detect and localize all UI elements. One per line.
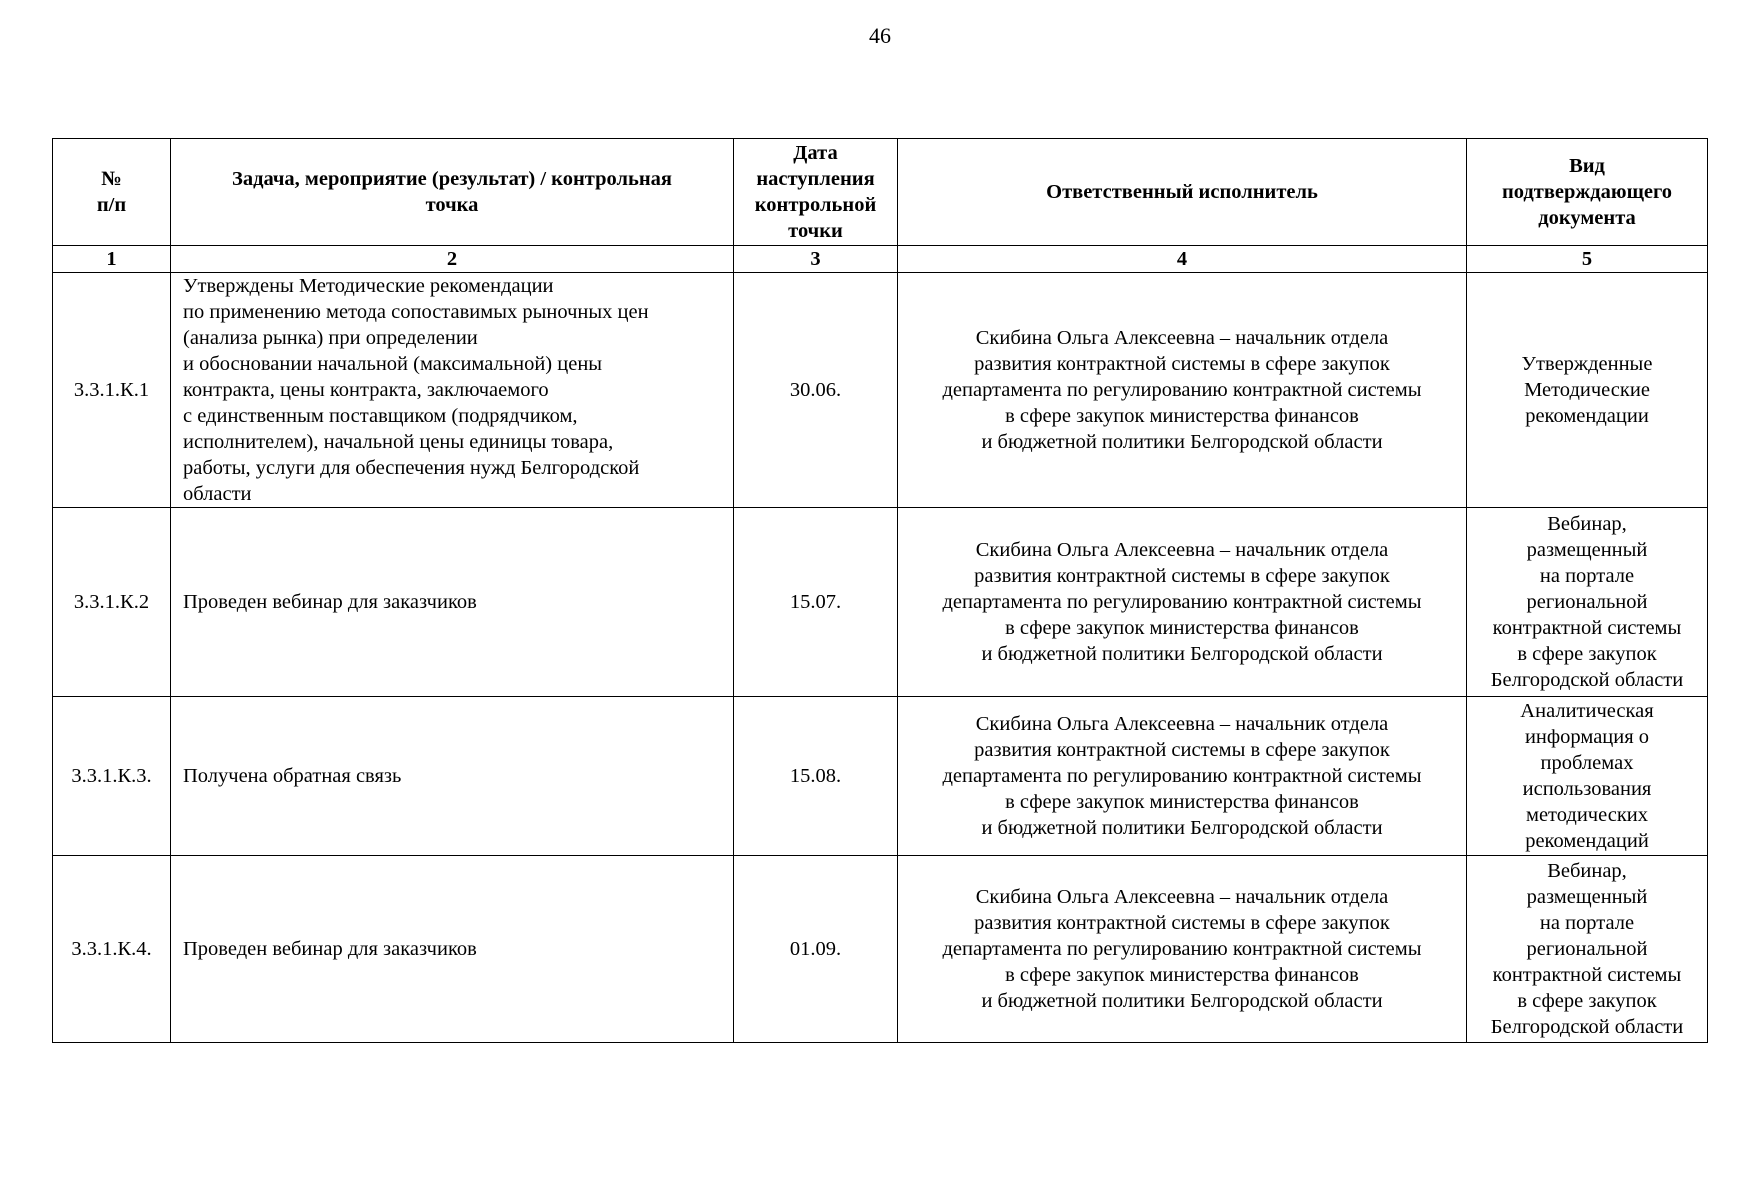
- header-task: Задача, мероприятие (результат) / контрольная точка: [171, 139, 734, 246]
- header-date: Дата наступления контрольной точки: [734, 139, 898, 246]
- control-points-table: [52, 138, 1708, 1043]
- page-number: 46: [869, 23, 891, 48]
- column-number-row: [53, 246, 1708, 273]
- header-responsible: Ответственный исполнитель: [898, 139, 1467, 246]
- row-responsible: Скибина Ольга Алексеевна – начальник отдела развития контрактной системы в сфере закупок департамента по регулированию контрактной системы в сфере закупок министерства финансов и бюджетной политики Белгородской области: [898, 508, 1467, 697]
- row-document: Утвержденные Методические рекомендации: [1467, 273, 1708, 508]
- row-responsible: Скибина Ольга Алексеевна – начальник отдела развития контрактной системы в сфере закупок департамента по регулированию контрактной системы в сфере закупок министерства финансов и бюджетной политики Белгородской области: [898, 856, 1467, 1043]
- column-number: 2: [171, 246, 734, 273]
- table-header-row: [53, 139, 1708, 246]
- column-number: 4: [898, 246, 1467, 273]
- row-document: Вебинар, размещенный на портале региональной контрактной системы в сфере закупок Белгородской области: [1467, 856, 1708, 1043]
- row-id: 3.3.1.К.4.: [53, 856, 171, 1043]
- row-task: Утверждены Методические рекомендации по применению метода сопоставимых рыночных цен (анализа рынка) при определении и обосновании начальной (максимальной) цены контракта, цены контракта, заключаемого с единственным поставщиком (подрядчиком, исполнителем), начальной цены единицы товара, работы, услуги для обеспечения нужд Белгородской области: [171, 273, 734, 508]
- table-row: [53, 697, 1708, 856]
- header-number: № п/п: [53, 139, 171, 246]
- row-date: 15.07.: [734, 508, 898, 697]
- column-number: 3: [734, 246, 898, 273]
- row-date: 01.09.: [734, 856, 898, 1043]
- column-number: 1: [53, 246, 171, 273]
- row-document: Аналитическая информация о проблемах использования методических рекомендаций: [1467, 697, 1708, 856]
- row-task: Проведен вебинар для заказчиков: [171, 508, 734, 697]
- row-date: 30.06.: [734, 273, 898, 508]
- table-row: [53, 508, 1708, 697]
- row-id: 3.3.1.К.1: [53, 273, 171, 508]
- row-document: Вебинар, размещенный на портале региональной контрактной системы в сфере закупок Белгородской области: [1467, 508, 1708, 697]
- row-task: Проведен вебинар для заказчиков: [171, 856, 734, 1043]
- column-number: 5: [1467, 246, 1708, 273]
- row-responsible: Скибина Ольга Алексеевна – начальник отдела развития контрактной системы в сфере закупок департамента по регулированию контрактной системы в сфере закупок министерства финансов и бюджетной политики Белгородской области: [898, 273, 1467, 508]
- table-row: [53, 273, 1708, 508]
- row-id: 3.3.1.К.2: [53, 508, 171, 697]
- header-document: Вид подтверждающего документа: [1467, 139, 1708, 246]
- row-id: 3.3.1.К.3.: [53, 697, 171, 856]
- row-task: Получена обратная связь: [171, 697, 734, 856]
- table-row: [53, 856, 1708, 1043]
- row-responsible: Скибина Ольга Алексеевна – начальник отдела развития контрактной системы в сфере закупок департамента по регулированию контрактной системы в сфере закупок министерства финансов и бюджетной политики Белгородской области: [898, 697, 1467, 856]
- row-date: 15.08.: [734, 697, 898, 856]
